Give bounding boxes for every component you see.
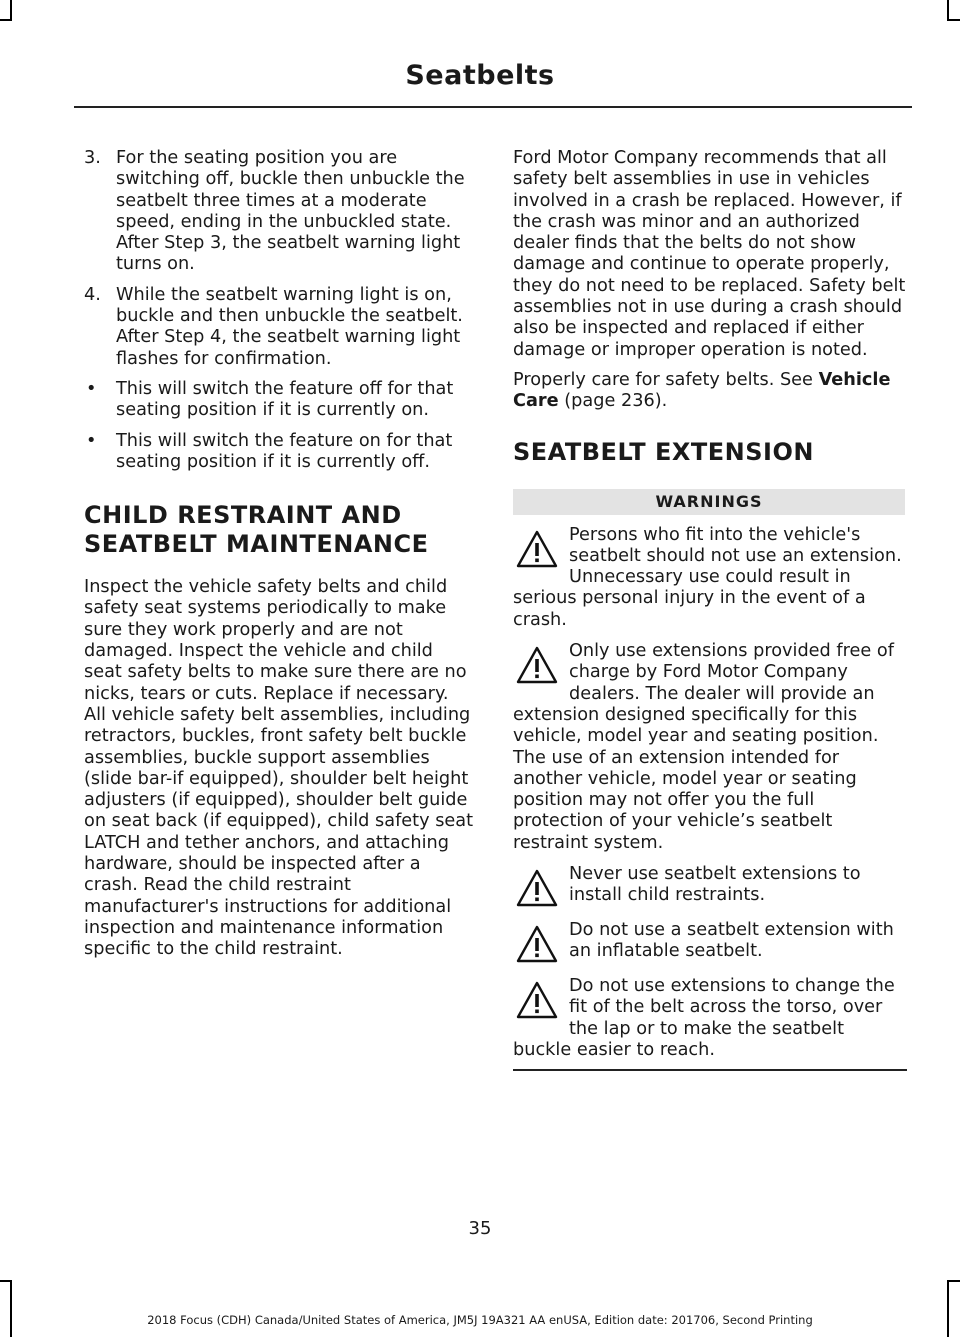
list-item [84, 148, 476, 276]
step-number: 4. [84, 284, 101, 305]
maintenance-paragraph: Inspect the vehicle safety belts and child safety seat systems periodically to make sure they work properly and are not damaged. Inspect the vehicle and child seat safety belts to make sure there are no nicks, tears or cuts. Replace if necessary. All vehicle safety belt assemblies, including retractors, buckles, front safety belt buckle assemblies, buckle support assemblies (slide bar-if equipped), shoulder belt height adjusters (if equipped), shoulder belt guide on seat back (if equipped), child safety seat LATCH and tether anchors, and attaching hardware, should be inspected after a crash. Read the child restraint manufacturer's instructions for additional inspection and maintenance information specific to the child restraint. [84, 577, 474, 960]
edition-footer: 2018 Focus (CDH) Canada/United States of America, JM5J 19A321 AA enUSA, Edition date: 201706, Second Printing [147, 1313, 813, 1327]
steps-list [84, 148, 476, 370]
warnings-header: WARNINGS [513, 489, 905, 515]
crop-mark [10, 1280, 12, 1337]
step-text: While the seatbelt warning light is on, buckle and then unbuckle the seatbelt. After Step 4, the seatbelt warning light flashes for confirmation. [116, 284, 463, 369]
bullet-marker: • [86, 430, 97, 451]
warning-item [513, 641, 907, 854]
heading-line: SEATBELT MAINTENANCE [84, 530, 429, 559]
warning-triangle-icon [515, 980, 559, 1020]
care-suffix: (page 236). [558, 391, 668, 412]
page-title: Seatbelts [405, 60, 555, 91]
warning-text: Only use extensions provided free of charge by Ford Motor Company dealers. The dealer will provide an extension designed specifically for this vehicle, model year and seating position. The use of an extension intended for another vehicle, model year or seating position may not offer you the full protection of your vehicle’s seatbelt restraint system. [513, 641, 894, 853]
step-text: For the seating position you are switching off, buckle then unbuckle the seatbelt three times at a moderate speed, ending in the unbuckled state. After Step 3, the seatbelt warning light turns on. [116, 148, 465, 275]
step-number: 3. [84, 148, 101, 168]
section-heading-seatbelt-extension: SEATBELT EXTENSION [513, 437, 814, 466]
section-heading-child-restraint [84, 501, 476, 559]
warning-text: Do not use a seatbelt extension with an inflatable seatbelt. [569, 920, 894, 962]
right-column [513, 148, 907, 1071]
warning-item [513, 525, 907, 631]
crop-mark [10, 0, 12, 20]
warning-item [513, 976, 907, 1061]
warning-triangle-icon [515, 868, 559, 908]
crop-mark [947, 0, 949, 20]
list-item [84, 379, 476, 422]
crop-mark [947, 19, 960, 21]
warning-triangle-icon [515, 645, 559, 685]
bullet-text: This will switch the feature off for that seating position if it is currently on. [116, 378, 454, 421]
list-item [84, 431, 476, 474]
crop-mark [0, 19, 12, 21]
heading-line: CHILD RESTRAINT AND [84, 501, 402, 530]
care-prefix: Properly care for safety belts. See [513, 369, 819, 390]
list-item [84, 285, 476, 370]
bullet-marker: • [86, 378, 97, 399]
left-column [84, 148, 476, 961]
bullet-list [84, 379, 476, 473]
vehicle-care-link[interactable]: Vehicle Care [513, 369, 891, 412]
warning-item [513, 864, 907, 910]
warning-text: Persons who fit into the vehicle's seatbelt should not use an extension. Unnecessary use could result in serious personal injury in the event of a crash. [513, 524, 902, 630]
warning-text: Never use seatbelt extensions to install child restraints. [569, 864, 861, 906]
bullet-text: This will switch the feature on for that seating position if it is currently off. [116, 430, 453, 472]
crop-mark [947, 1280, 949, 1337]
warnings-end-divider [513, 1069, 907, 1071]
warning-item [513, 920, 907, 966]
warning-triangle-icon [515, 529, 559, 569]
warning-triangle-icon [515, 924, 559, 964]
header-divider [74, 106, 912, 108]
replacement-paragraph: Ford Motor Company recommends that all safety belt assemblies in use in vehicles involved in a crash be replaced. However, if the crash was minor and an authorized dealer finds that the belts do not show damage and continue to operate properly, they do not need to be replaced. Safety belt assemblies not in use during a crash should also be inspected and replaced if either damage or improper operation is noted. [513, 148, 906, 360]
crop-mark [0, 1280, 12, 1282]
warning-text: Do not use extensions to change the fit of the belt across the torso, over the lap or to make the seatbelt buckle easier to reach. [513, 976, 895, 1060]
care-paragraph [513, 370, 907, 413]
page-number: 35 [468, 1218, 492, 1239]
crop-mark [947, 1280, 960, 1282]
